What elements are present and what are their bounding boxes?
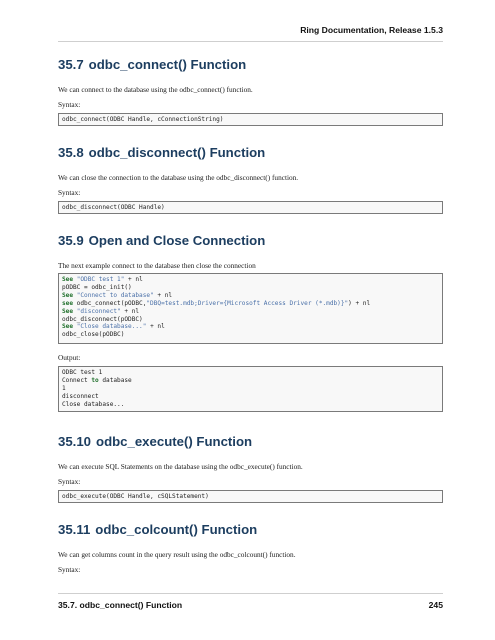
output-label: Output: xyxy=(58,353,81,362)
code-text: + nl xyxy=(120,307,140,315)
header-title: Ring Documentation, Release 1.5.3 xyxy=(300,25,443,35)
section-number: 35.10 xyxy=(58,434,92,449)
output-line: disconnect xyxy=(62,392,99,400)
output-line xyxy=(62,377,439,385)
section-odbc-execute xyxy=(58,433,252,451)
code-keyword: see xyxy=(62,299,74,307)
section-number: 35.11 xyxy=(58,522,91,537)
page-number: 245 xyxy=(428,600,443,610)
section-title: odbc_disconnect() Function xyxy=(88,145,266,160)
section-description: The next example connect to the database then close the connection xyxy=(58,261,256,270)
section-description: We can connect to the database using the odbc_connect() function. xyxy=(58,85,253,94)
output-line: Close database... xyxy=(62,400,125,408)
code-text: + nl xyxy=(124,276,143,283)
code-line xyxy=(62,308,439,316)
code-line xyxy=(62,300,439,308)
code-keyword: See xyxy=(62,323,74,331)
example-code-block xyxy=(58,273,443,344)
output-line: ODBC test 1 xyxy=(62,369,103,376)
code-string: "disconnect" xyxy=(76,307,121,315)
syntax-label: Syntax: xyxy=(58,565,81,574)
code-text: ) + nl xyxy=(348,299,371,307)
code-string: "Close database..." xyxy=(76,323,147,331)
code-string: "Connect to database" xyxy=(76,291,154,299)
syntax-label: Syntax: xyxy=(58,477,81,486)
section-heading xyxy=(58,433,252,451)
code-text: odbc_connect(pODBC, xyxy=(73,299,147,307)
code-block xyxy=(58,490,443,503)
code-string: "ODBC test 1" xyxy=(76,276,125,283)
section-odbc-colcount xyxy=(58,521,257,539)
footer-section: 35.7. odbc_connect() Function xyxy=(58,600,183,610)
code-text: + nl xyxy=(146,323,165,331)
code-text: + nl xyxy=(153,291,173,299)
code-keyword: to xyxy=(91,376,99,384)
code-line: odbc_close(pODBC) xyxy=(62,331,125,339)
section-heading xyxy=(58,144,265,162)
code-line: odbc_disconnect(pODBC) xyxy=(62,315,143,323)
code-keyword: See xyxy=(62,276,74,283)
section-title: odbc_colcount() Function xyxy=(95,522,258,537)
code-text: Connect xyxy=(62,376,92,384)
output-block xyxy=(58,366,443,412)
code-line: odbc_execute(ODBC Handle, cSQLStatement) xyxy=(62,493,209,500)
code-block xyxy=(58,201,443,214)
section-description: We can execute SQL Statements on the database using the odbc_execute() function. xyxy=(58,462,303,471)
code-line xyxy=(62,292,439,300)
section-description: We can close the connection to the database using the odbc_disconnect() function. xyxy=(58,173,299,182)
section-title: Open and Close Connection xyxy=(88,233,266,248)
section-heading xyxy=(58,232,265,250)
output-line: 1 xyxy=(62,384,66,392)
section-title: odbc_connect() Function xyxy=(88,57,247,72)
section-heading xyxy=(58,56,246,74)
code-line: pODBC = odbc_init() xyxy=(62,283,132,291)
section-odbc-connect xyxy=(58,56,246,74)
code-line xyxy=(62,276,439,284)
code-keyword: See xyxy=(62,307,74,315)
code-keyword: See xyxy=(62,291,74,299)
section-number: 35.7 xyxy=(58,57,84,72)
section-odbc-disconnect xyxy=(58,144,265,162)
code-line: odbc_disconnect(ODBC Handle) xyxy=(62,204,165,211)
section-number: 35.8 xyxy=(58,145,84,160)
section-title: odbc_execute() Function xyxy=(96,434,253,449)
syntax-label: Syntax: xyxy=(58,188,81,197)
page-header xyxy=(58,23,443,42)
section-description: We can get columns count in the query result using the odbc_colcount() function. xyxy=(58,550,296,559)
code-line xyxy=(62,323,439,331)
syntax-label: Syntax: xyxy=(58,100,81,109)
page-footer xyxy=(58,593,443,608)
section-open-close xyxy=(58,232,265,250)
section-number: 35.9 xyxy=(58,233,84,248)
code-block xyxy=(58,113,443,126)
code-string: "DBQ=test.mdb;Driver={Microsoft Access Driver (*.mdb)}" xyxy=(146,299,349,307)
section-heading xyxy=(58,521,257,539)
code-text: database xyxy=(98,376,132,384)
code-line: odbc_connect(ODBC Handle, cConnectionString) xyxy=(62,116,224,123)
